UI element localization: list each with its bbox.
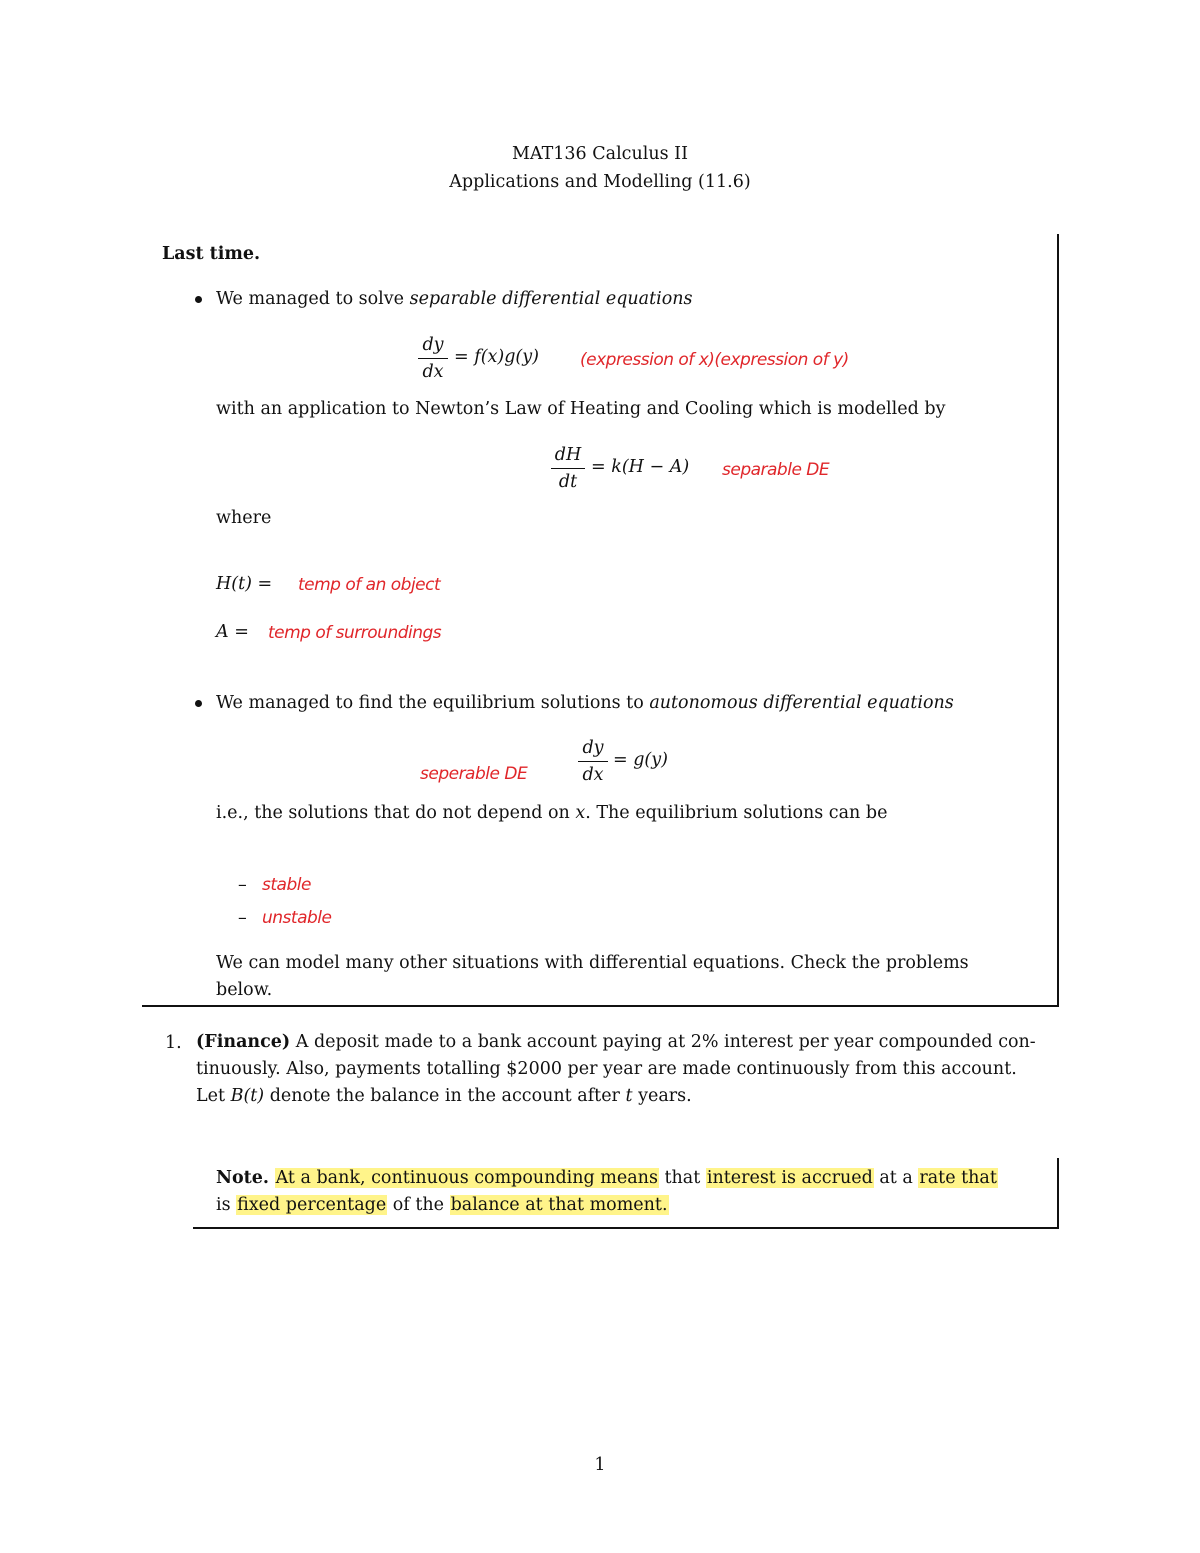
topic-title: Applications and Modelling (11.6) xyxy=(449,172,751,192)
note-text: of the xyxy=(387,1195,450,1215)
a-definition-lhs: A = xyxy=(216,622,249,642)
note-label: Note. xyxy=(216,1168,269,1188)
bullet-dot xyxy=(195,296,202,303)
eq3-rhs: = g(y) xyxy=(613,750,668,770)
unstable-note: unstable xyxy=(262,908,332,928)
bullet2-text xyxy=(216,693,954,713)
eq3-numerator: dy xyxy=(582,738,604,758)
note-highlight: rate that xyxy=(919,1168,997,1188)
bullet2-emphasis: autonomous differential equations xyxy=(649,693,954,713)
a-handwritten-note: temp of surroundings xyxy=(268,623,442,643)
note-body xyxy=(216,1165,1056,1219)
problem1-balance-fn: B(t) xyxy=(230,1086,265,1106)
eq1-handwritten-note: (expression of x)(expression of y) xyxy=(580,350,849,370)
bullet1-text xyxy=(216,289,693,309)
eq2-fraction xyxy=(551,444,585,493)
box-right-border xyxy=(1057,234,1059,1006)
eq1-denominator: dx xyxy=(422,362,444,382)
where-text: where xyxy=(216,508,272,528)
note-box-bottom-border xyxy=(193,1227,1059,1229)
dash: – xyxy=(238,908,247,928)
problem1-line1: A deposit made to a bank account paying at 2% interest per year compounded con- xyxy=(290,1032,1036,1052)
note-box-right-border xyxy=(1057,1158,1059,1228)
note-highlight: fixed percentage xyxy=(237,1195,387,1215)
bullet1-emphasis: separable differential equations xyxy=(409,289,693,309)
problem1-line2: tinuously. Also, payments totalling $2000 per year are made continuously from this account. xyxy=(196,1059,1017,1079)
ie-text-part2: . The equilibrium solutions can be xyxy=(585,803,888,823)
h-definition-lhs: H(t) = xyxy=(216,574,273,594)
page-number: 1 xyxy=(594,1455,606,1475)
problem-number: 1. xyxy=(165,1033,182,1053)
ie-text-part1: i.e., the solutions that do not depend on xyxy=(216,803,576,823)
note-text: that xyxy=(658,1168,706,1188)
eq1-fraction xyxy=(418,334,448,383)
bullet1-lead: We managed to solve xyxy=(216,289,410,309)
closing-line-2: below. xyxy=(216,980,273,1000)
dash: – xyxy=(238,875,247,895)
course-title: MAT136 Calculus II xyxy=(512,144,688,164)
eq3-denominator: dx xyxy=(582,765,604,785)
closing-line-1: We can model many other situations with differential equations. Check the problems xyxy=(216,953,969,973)
box-bottom-border xyxy=(142,1005,1059,1007)
eq1-rhs: = f(x)g(y) xyxy=(454,347,539,367)
bullet2-lead: We managed to find the equilibrium solutions to xyxy=(216,693,650,713)
problem1-line3c: denote the balance in the account after xyxy=(264,1086,626,1106)
eq3-fraction xyxy=(578,737,608,786)
note-highlight: balance at that moment. xyxy=(450,1195,668,1215)
stable-note: stable xyxy=(262,875,311,895)
problem1-line3a: Let xyxy=(196,1086,231,1106)
bullet-dot xyxy=(195,700,202,707)
last-time-heading: Last time. xyxy=(162,244,261,264)
problem1-label: (Finance) xyxy=(196,1032,291,1052)
note-text: is xyxy=(216,1195,237,1215)
note-text: at a xyxy=(873,1168,919,1188)
eq2-rhs: = k(H − A) xyxy=(591,457,690,477)
eq3-handwritten-note: seperable DE xyxy=(420,764,528,784)
note-highlight: interest is accrued xyxy=(706,1168,873,1188)
problem1-body xyxy=(196,1029,1056,1110)
problem1-time-var: t xyxy=(625,1086,633,1106)
problem1-line3e: years. xyxy=(632,1086,692,1106)
eq2-numerator: dH xyxy=(554,445,582,465)
h-handwritten-note: temp of an object xyxy=(298,575,441,595)
eq2-handwritten-note: separable DE xyxy=(722,460,830,480)
eq2-denominator: dt xyxy=(558,472,578,492)
ie-variable: x xyxy=(575,803,586,823)
note-highlight: At a bank, continuous compounding means xyxy=(275,1168,658,1188)
newton-text: with an application to Newton’s Law of Heating and Cooling which is modelled by xyxy=(216,399,946,419)
eq1-numerator: dy xyxy=(422,335,444,355)
ie-text xyxy=(216,803,887,823)
